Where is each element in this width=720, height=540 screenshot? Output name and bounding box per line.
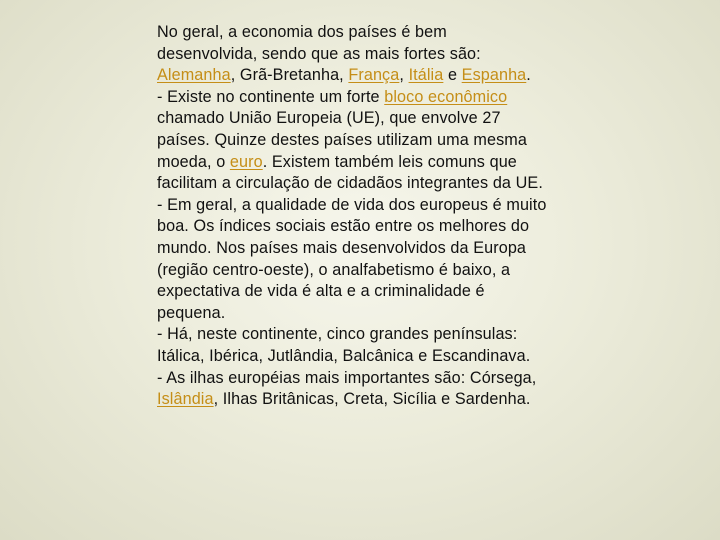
text-segment: Itálica, Ibérica, Jutlândia, Balcânica e Escandinava.: [157, 346, 531, 365]
text-line: [157, 195, 597, 217]
text-line: [157, 65, 597, 87]
text-line: [157, 389, 597, 411]
text-line: [157, 173, 597, 195]
text-line: [157, 44, 597, 66]
hyperlink[interactable]: Alemanha: [157, 66, 231, 85]
text-segment: expectativa de vida é alta e a criminalidade é: [157, 282, 485, 301]
text-line: [157, 22, 597, 44]
text-line: [157, 324, 597, 346]
text-segment: mundo. Nos países mais desenvolvidos da Europa: [157, 238, 527, 257]
hyperlink[interactable]: bloco econômico: [384, 87, 508, 106]
text-line: [157, 281, 597, 303]
text-line: [157, 260, 597, 282]
text-segment: - As ilhas européias mais importantes são: Córsega,: [157, 368, 537, 387]
text-segment: , Grã-Bretanha,: [230, 66, 349, 85]
hyperlink[interactable]: euro: [229, 152, 263, 171]
text-segment: , Ilhas Britânicas, Creta, Sicília e Sardenha.: [213, 390, 531, 409]
text-line: [157, 368, 597, 390]
hyperlink[interactable]: Islândia: [157, 390, 214, 409]
text-segment: países. Quinze destes países utilizam uma mesma: [157, 130, 527, 149]
text-segment: facilitam a circulação de cidadãos integrantes da UE.: [157, 174, 543, 193]
text-line: [157, 152, 597, 174]
text-segment: . Existem também leis comuns que: [262, 152, 517, 171]
text-segment: boa. Os índices sociais estão entre os melhores do: [157, 217, 530, 236]
text-segment: pequena.: [157, 303, 226, 322]
text-segment: - Há, neste continente, cinco grandes penínsulas:: [157, 325, 518, 344]
text-segment: chamado União Europeia (UE), que envolve 27: [157, 109, 501, 128]
text-segment: moeda, o: [157, 152, 230, 171]
text-segment: desenvolvida, sendo que as mais fortes são:: [157, 44, 481, 63]
text-line: [157, 238, 597, 260]
text-line: [157, 346, 597, 368]
text-segment: ,: [399, 66, 409, 85]
text-segment: - Existe no continente um forte: [157, 87, 385, 106]
text-segment: - Em geral, a qualidade de vida dos europeus é muito: [157, 195, 547, 214]
text-line: [157, 130, 597, 152]
hyperlink[interactable]: Itália: [408, 66, 444, 85]
body-text: [157, 22, 597, 411]
text-segment: e: [443, 66, 462, 85]
text-line: [157, 108, 597, 130]
hyperlink[interactable]: França: [348, 66, 400, 85]
text-segment: No geral, a economia dos países é bem: [157, 23, 447, 41]
hyperlink[interactable]: Espanha: [461, 66, 527, 85]
text-line: [157, 303, 597, 325]
text-line: [157, 216, 597, 238]
text-segment: (região centro-oeste), o analfabetismo é baixo, a: [157, 260, 511, 279]
text-segment: .: [526, 66, 531, 85]
text-line: [157, 87, 597, 109]
